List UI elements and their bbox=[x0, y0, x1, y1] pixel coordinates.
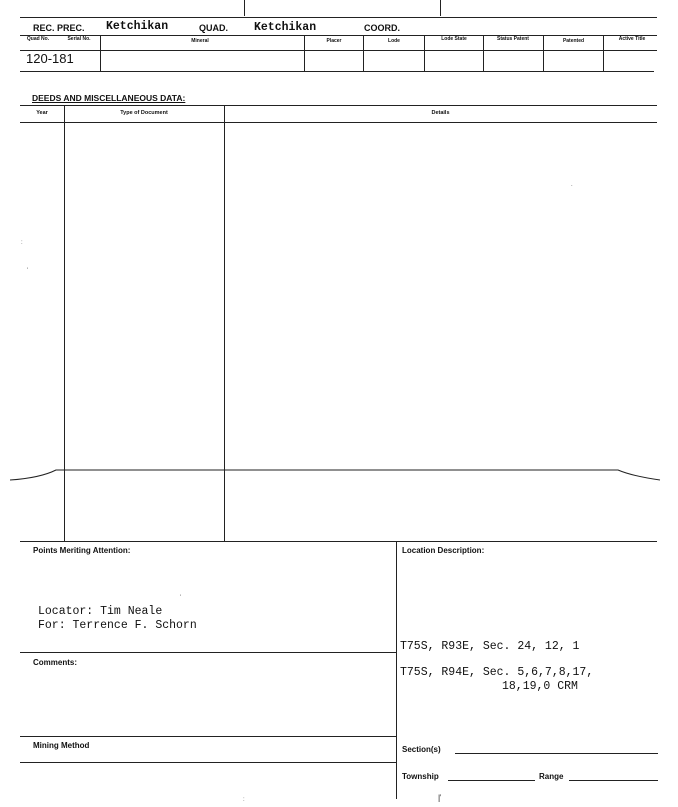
deeds-col-type: Type of Document bbox=[120, 110, 168, 116]
top-rule bbox=[20, 17, 657, 18]
scan-mark: ' bbox=[180, 595, 182, 601]
points-line2: For: Terrence F. Schorn bbox=[38, 619, 197, 632]
col-active-title: Active Title bbox=[618, 36, 646, 42]
header-table-top bbox=[20, 35, 657, 36]
points-label: Points Meriting Attention: bbox=[33, 546, 131, 555]
rec-prec-value: Ketchikan bbox=[106, 20, 169, 33]
scan-mark: ľ bbox=[438, 794, 441, 805]
scan-mark: ' bbox=[27, 268, 29, 274]
coord-label: COORD. bbox=[364, 23, 400, 33]
rec-prec-label: REC. PREC. bbox=[33, 23, 85, 33]
header-col-div bbox=[424, 35, 425, 71]
location-line2: T75S, R94E, Sec. 5,6,7,8,17, bbox=[400, 666, 594, 679]
col-mineral: Mineral bbox=[191, 38, 209, 44]
top-tick-left bbox=[244, 0, 245, 16]
lower-center-divider bbox=[396, 541, 397, 799]
deeds-header-rule bbox=[20, 122, 657, 123]
quad-value: Ketchikan bbox=[254, 21, 317, 34]
scan-mark: : bbox=[21, 240, 23, 246]
deeds-section-title: DEEDS AND MISCELLANEOUS DATA: bbox=[32, 93, 186, 103]
col-lode: Lode bbox=[388, 38, 400, 44]
col-placer: Placer bbox=[326, 38, 342, 44]
quad-serial-value: 120-181 bbox=[26, 51, 74, 66]
location-line3: 18,19,0 CRM bbox=[502, 680, 578, 693]
comments-top-rule bbox=[20, 652, 396, 653]
sections-fill-line bbox=[455, 753, 658, 754]
deeds-table-top bbox=[20, 105, 657, 106]
top-tick-right bbox=[440, 0, 441, 16]
mining-bottom-rule bbox=[20, 762, 396, 763]
location-line1: T75S, R93E, Sec. 24, 12, 1 bbox=[400, 640, 580, 653]
col-lode-state: Lode State bbox=[441, 36, 467, 42]
mining-label: Mining Method bbox=[33, 741, 90, 750]
col-serial-no: Serial No. bbox=[67, 36, 91, 42]
points-line1: Locator: Tim Neale bbox=[38, 605, 163, 618]
mining-top-rule bbox=[20, 736, 396, 737]
deeds-col-year: Year bbox=[36, 110, 48, 116]
scan-mark: . bbox=[571, 182, 573, 188]
header-table-bottom bbox=[20, 71, 654, 72]
col-patented: Patented bbox=[562, 38, 585, 44]
township-fill-line bbox=[448, 780, 535, 781]
fold-line bbox=[10, 462, 670, 486]
header-col-div bbox=[483, 35, 484, 71]
range-label: Range bbox=[539, 772, 564, 781]
township-label: Township bbox=[402, 772, 439, 781]
comments-label: Comments: bbox=[33, 658, 78, 667]
header-table-mid bbox=[20, 50, 657, 51]
quad-label: QUAD. bbox=[199, 23, 228, 33]
header-col-div bbox=[603, 35, 604, 71]
scan-mark: : bbox=[243, 797, 245, 803]
deeds-col-details: Details bbox=[431, 110, 450, 116]
header-col-div bbox=[100, 35, 101, 71]
location-label: Location Description: bbox=[402, 546, 485, 555]
col-status-patent: Status Patent bbox=[497, 36, 529, 42]
deeds-table-bottom bbox=[20, 541, 657, 542]
col-quad-no: Quad No. bbox=[26, 36, 50, 42]
range-fill-line bbox=[569, 780, 658, 781]
sections-label: Section(s) bbox=[402, 745, 441, 754]
